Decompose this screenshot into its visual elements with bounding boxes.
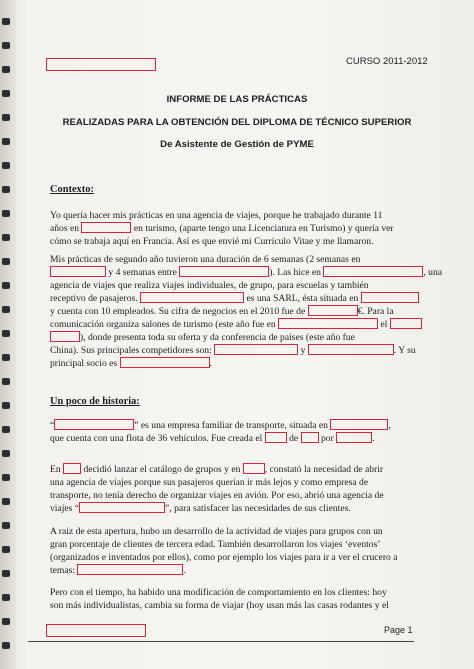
- redacted-field: [301, 432, 319, 443]
- redacted-field: [50, 266, 106, 277]
- redacted-field: [330, 419, 388, 430]
- historia-paragraph-3: A raíz de esta apertura, hubo un desarrollo de la actividad de viajes para grupos con un gran porcentaje de clientes de tercera edad. También desarrollaron los viajes ‘eventos’ (organizados e inventados por ellos), como por ejemplo los viajes para ir a ver el crucero a temas: .: [50, 526, 398, 576]
- redacted-field: [214, 344, 298, 355]
- redacted-field: [308, 305, 358, 316]
- page-number: Page 1: [384, 625, 413, 635]
- redacted-field: [140, 292, 244, 303]
- redacted-field: [179, 266, 269, 277]
- redacted-field: [50, 331, 80, 342]
- section-heading-historia: Un poco de historia:: [50, 396, 140, 407]
- redacted-field: [81, 222, 131, 233]
- redacted-field: [278, 318, 378, 329]
- redacted-field: [77, 564, 183, 575]
- redacted-field: [243, 463, 265, 474]
- redacted-field: [390, 318, 422, 329]
- redacted-field: [63, 463, 81, 474]
- report-title-line2: REALIZADAS PARA LA OBTENCIÓN DEL DIPLOMA DE TÉCNICO SUPERIOR: [62, 117, 412, 128]
- redacted-field: [79, 502, 165, 513]
- redacted-field: [54, 419, 134, 430]
- historia-paragraph-1: “ ” es una empresa familiar de transporte, situada en , que cuenta con una flota de 36 vehículos. Fue creada el de por .: [50, 420, 391, 444]
- section-heading-contexto: Contexto:: [50, 184, 94, 195]
- course-label: CURSO 2011-2012: [346, 56, 428, 67]
- historia-paragraph-4: Pero con el tiempo, ha habido una modificación de comportamiento en los clientes: hoy son más individualistas, cambia su forma de viajar (hoy usan más las casas rodantes y el: [50, 587, 389, 611]
- redacted-field: [265, 432, 287, 443]
- contexto-paragraph-1: Yo quería hacer mis prácticas en una agencia de viajes, porque he trabajado durante 11 años en en turismo, (aparte tengo una Licenciatura en Turismo) y quería ver cómo se trabaja aquí en Francia. Así es que envié mi Currículo Vitae y me llamaron.: [50, 210, 394, 247]
- redacted-footer-name: [46, 624, 146, 637]
- redacted-field: [308, 344, 394, 355]
- redacted-field: [120, 357, 210, 368]
- contexto-paragraph-2: Mis prácticas de segundo año tuvieron una duración de 6 semanas (2 semanas en y 4 semanas entre ). Las hice en , una agencia de viajes que realiza viajes individuales, de grupo, para escuelas y también receptivo de pasajeros. es una SARL, ésta situada en y cuenta con 10 empleados. Su cifra de negocios en el 2010 fue de €. Para la comunicación organiza salones de turismo (este año fue en el ), donde presenta toda su oferta y da conferencia de países (este año fue China). Sus principales competidores son: y . Y su principal socio es .: [50, 254, 443, 369]
- redacted-field: [323, 266, 423, 277]
- redacted-field: [336, 432, 372, 443]
- historia-paragraph-2: En decidió lanzar el catálogo de grupos y en , constató la necesidad de abrir una agencia de viajes porque sus pasajeros querían ir más lejos y como empresa de transporte, no tenía derecho de organizar viajes en avión. Por eso, abrió una agencia de viajes “ ”, para satisfacer las necesidades de sus clientes.: [50, 464, 384, 514]
- report-title-line1: INFORME DE LAS PRÁCTICAS: [166, 94, 308, 105]
- report-title-line3: De Asistente de Gestión de PYME: [160, 139, 314, 150]
- redacted-author-name: [46, 58, 156, 71]
- footer-divider: [28, 641, 414, 642]
- redacted-field: [361, 292, 419, 303]
